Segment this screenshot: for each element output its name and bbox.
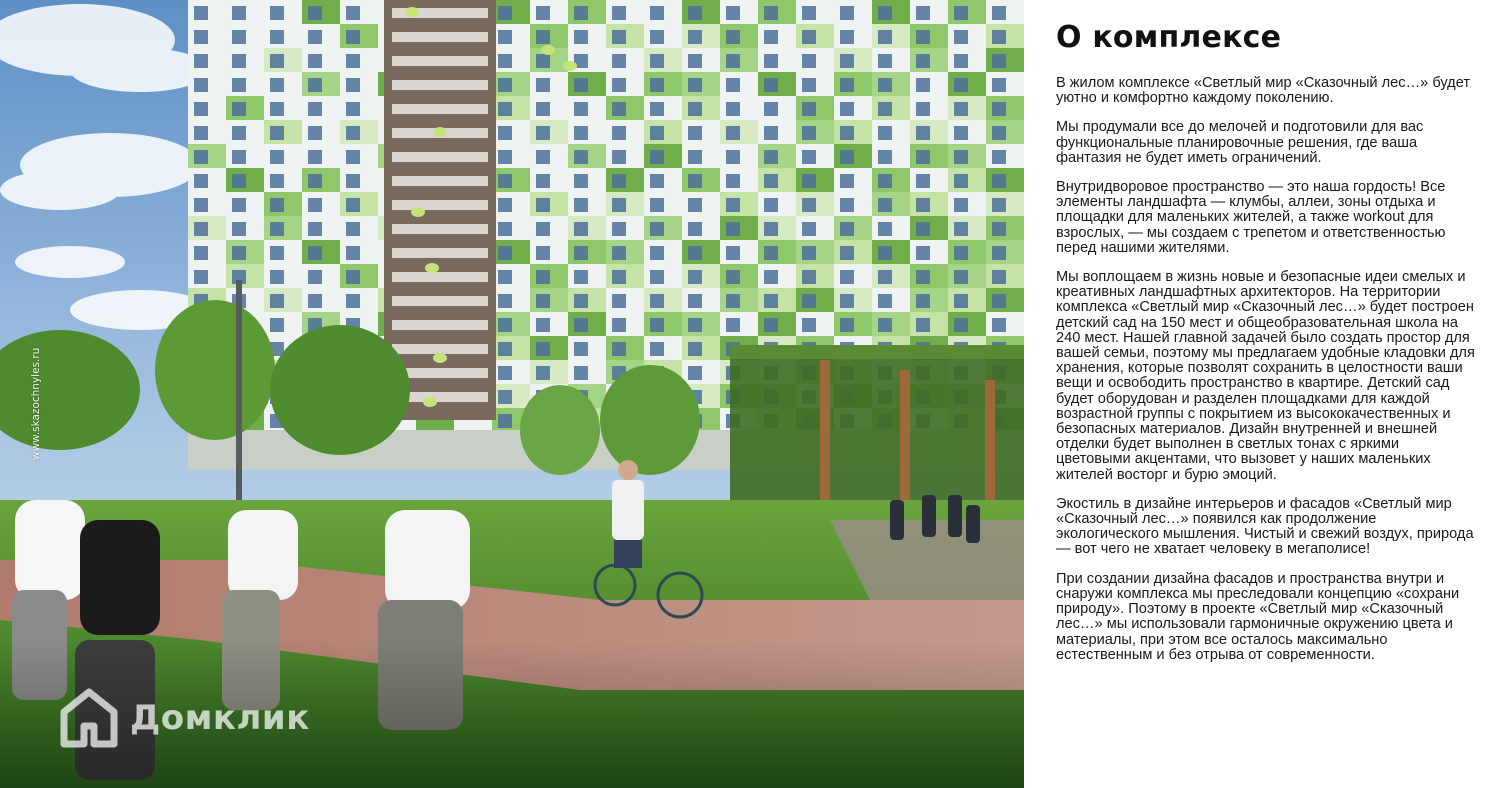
domclick-watermark — [60, 688, 310, 748]
paragraph: При создании дизайна фасадов и пространства внутри и снаружи комплекса мы преследовали концепцию «сохрани природу». Поэтому в проекте «Светлый мир «Сказочный лес…» мы использовали гармоничные окружению цвета и материалы, при этом все осталось максимально естественным и без отрыва от современности. — [1056, 570, 1460, 663]
paragraph: Внутридворовое пространство — это наша гордость! Все элементы ландшафта — клумбы, аллеи, зоны отдыха и площадки для маленьких жителей, а также workout для взрослых, — мы создаем с трепетом и ответственностью перед нашими жителями. — [1056, 179, 1446, 256]
paragraph: Мы продумали все до мелочей и подготовили для вас функциональные планировочные решения, где ваша фантазия не будет иметь ограничений. — [1056, 119, 1424, 166]
section-title: О комплексе — [1056, 20, 1282, 55]
page-number: 04 — [38, 47, 51, 57]
paragraph: В жилом комплексе «Светлый мир «Сказочный лес…» будет уютно и комфортно каждому поколению. — [1056, 75, 1471, 107]
house-logo-icon — [60, 688, 118, 748]
watermark-brand: Домклик — [130, 698, 310, 738]
paragraph: Экостиль в дизайне интерьеров и фасадов «Светлый мир «Сказочный лес…» появился как продолжение экологического мышления. Чистый и свежий воздух, природа — вот чего не хватает человеку в мегаполисе! — [1056, 495, 1474, 558]
paragraph: Мы воплощаем в жизнь новые и безопасные идеи смелых и креативных ландшафтных архитекторов. На территории комплекса «Светлый мир «Сказочный лес…» будет построен детский сад на 150 мест и общеобразовательная школа на 240 мест. Нашей главной задачей было создать простор для вашей семьи, поэтому мы предлагаем удобные кладовки для хранения, которые позволят сохранить в целостности ваши вещи и освободить пространство в квартире. Детский сад будет оборудован и разделен площадками для каждой возрастной группы с покрытием из высококачественных и безопасных материалов. Дизайн внутренней и внешней отделки будет выполнен в светлых тонах с яркими цветовыми акцентами, что вызовет у наших маленьких жителей восторг и бурю эмоций. — [1056, 269, 1475, 483]
about-text-panel — [1024, 0, 1499, 788]
section-body — [1056, 76, 1476, 677]
website-url: www.skazochnyles.ru — [30, 347, 42, 460]
